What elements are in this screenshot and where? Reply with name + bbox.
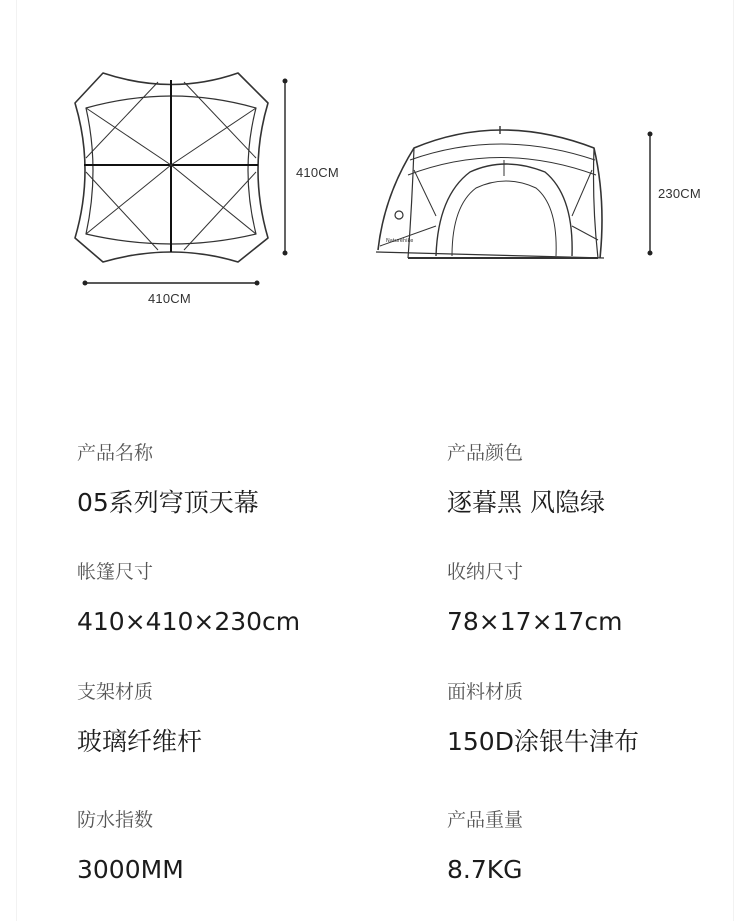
spec-label: 防水指数 — [77, 809, 154, 831]
svg-text:Naturehike: Naturehike — [386, 238, 414, 244]
spec-fabric-material — [447, 680, 747, 758]
spec-value: 410×410×230cm — [77, 607, 301, 636]
spec-value: 3000MM — [77, 855, 184, 884]
spec-value: 逐暮黑 风隐绿 — [447, 488, 605, 517]
spec-packed-size — [447, 560, 747, 638]
top-view-diagram — [0, 0, 750, 330]
spec-waterproof-rating — [77, 808, 377, 886]
spec-value: 150D涂银牛津布 — [447, 727, 639, 756]
spec-product-color — [447, 441, 747, 519]
spec-value: 8.7KG — [447, 855, 523, 884]
spec-label: 支架材质 — [77, 681, 154, 703]
spec-value: 玻璃纤维杆 — [77, 727, 203, 756]
spec-label: 产品名称 — [77, 442, 154, 464]
spec-value: 05系列穹顶天幕 — [77, 488, 259, 517]
spec-tent-size — [77, 560, 377, 638]
spec-label: 收纳尺寸 — [447, 561, 524, 583]
top-view-side-dimension: 410CM — [296, 165, 339, 180]
spec-product-name — [77, 441, 377, 519]
front-view-height-dimension: 230CM — [658, 186, 701, 201]
top-view-bottom-dimension: 410CM — [148, 291, 191, 306]
spec-label: 帐篷尺寸 — [77, 561, 154, 583]
spec-label: 产品重量 — [447, 809, 524, 831]
tent-dimension-diagrams — [0, 0, 750, 330]
spec-product-weight — [447, 808, 747, 886]
spec-value: 78×17×17cm — [447, 607, 623, 636]
spec-label: 面料材质 — [447, 681, 524, 703]
spec-frame-material — [77, 680, 377, 758]
spec-label: 产品颜色 — [447, 442, 524, 464]
